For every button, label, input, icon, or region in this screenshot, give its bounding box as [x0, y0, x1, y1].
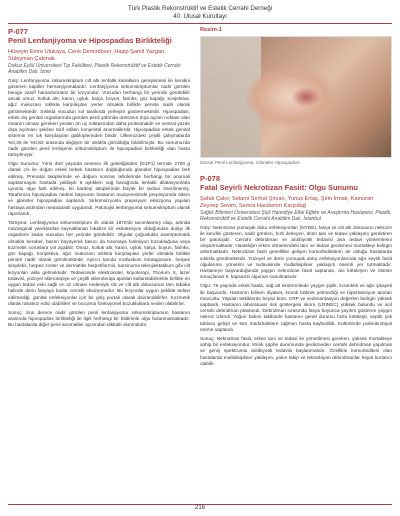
authors-p077: Hüseyin Emre Ulukaya, Cenk Demirdöver, Haşip Şamil Yazgan, Süleyman Çakmak: [8, 49, 166, 62]
figure-label: Resim-1: [200, 27, 222, 33]
page-number: 216: [194, 505, 205, 511]
paragraph-case-p078: Olgu: 76 yaşında erkek hasta, sağ alt ekstremitede yaygın şişlik, kızarıklık ve ağrı şikayeti ile başvurdu. Hastanın bilinen diyabet, kronik böbrek yetmezliği ve hipertansiyon tanıları mevcuttu. Yapılan tetkiklerde beyaz küre, CRP ve sedimantasyon değerleri belirgin yüksek saptandı. Hastanın laboratuvar risk göstergesi skoru (LRINEC) yüksek bulundu ve acil cerrahi debridman planlandı. Debridman sırasında fasya boyunca yayılım gösteren yaygın nekroz izlendi. Yoğun bakım takibinde hastanın genel durumu hızla kötüleşti, septik şok tablosu gelişti ve tüm müdahalelere rağmen hasta kaybedildi. Kültürlerde polimikrobiyal üreme saptandı.: [200, 284, 392, 333]
paragraph-intro-p077: Giriş: Lenfanjiyoma sirkumskriptum cilt altı lenfatik kanalların genişlemesi ile kendini gösteren kapiller hemanjiyomalardır. Lenfanjiyoma sirkumskriptumlar nadir görülen benign vasıfl hamartomatöz bir lezyondur. Vücudun herhangi bir yerinde görülebilir ancak omuz, koltuk altı, kanın, uyluk, kalça, boyun, farinks, göz kapağı, konjektiva, ağız mukozası sıklıkla karşılaşılan yerler olmakla birlikte penste nadir olarak görülmektedir. Sıklıkla vücudun sol tarafında yerleşim göstermektedir. Hipospadias, erkek dış genital organlarında görülen penil şaftında üretranın dışa açılım noktası olan meanın olması gereken yerden ön uç noktasından daha proksimalde ve ventral yüzde dışa açılması şekline tarif edilen konjenital anomalilerdir. Hipospadias erkek genital sistemin en sık karşılaşılan gabloplerinden biridir. Ülkemizdeki çeşitli çalışmalarda %0,39 ile %0,83 arasında değişen bir sıklıkla görüldüğü bildirilmiştir. Bu sunumuzda nadir görülen penil lenfojenin sirkumskriptum ile hipospadias birlikteliği olan hasta tartışılmıştır.: [8, 78, 190, 159]
paragraph-discussion-p077: Tartışma: Lenfanjiyoma sirkumskriptum ilk olarak 1878'de tanımlanmış olup, adında mazanginal yanıklardan kaynaklanan lokalize bir ekleatesyon olduğundan dolayı ilk organlerin kadar vücudun her yerinde görülebilir. Olgular çoğunlukla asemptomatik olmakla beraber, bazen büyüyerek basıcı da travmaya fonksiyon bozukluğuna veya kozmetik sorunlara yol açabilir. Omuz, koltuk altı, kanın, uyluk, kalça, boyun, farinks, göz kapağı, konjektiva, ağız mukozası sıklıkla karşılaşılan yerler olmakla birlikte penste nadir olarak görülmektedir. Ayırıcı tanıda molluskum kontagiosum, herpes simpleks, herpes zoster ve dermatitis herpetiformis, karsinoma telenjiektatikum gibi cilt lezyonları akla gelmektedir. Tedavisinde elektrokoter, kriyoterapi, Thorium X, lazer tedavisi, yüzeyel sklerotepiye ve çeşitli skleroterapi ajanları kullanılabilmekle birlikte en uygun tedavi eski sağlı en az olması nedeniyle cilt ve cilt altı dokusunun tam tabaka halinde derin fasyaya kadar cerrahi eksizyonudur. Bu lezyonlar uygun şekilde tedavi edilmediği, günlük enfeksiyonlar için bir giriş portalı olarak davranabilirler. Kozmetik olarak rahatsız edici olabilirler ve bozulma fonksiyonel bozukluklara neden olabilirler.: [8, 221, 190, 307]
affiliation-p078: Sağlık Bilimleri Üniversitesi Şişli Hamidiye Etfal Eğitim ve Araştırma Hastanesi, Plastik, Rekonstrüktif ve Estetik Cerrahi Anabilim Dalı, İstanbul: [200, 210, 392, 223]
paragraph-conclusion-p078: Sonuç: Nekrotizan fasiit, erken tanı ve tedavi ile yönetilmesi gereken, yüksek mortaliteye sahip bir enfeksiyondur. Klinik şüphe durumunda gecikmeden cerrahi debridman yapılmalı ve geniş spektrumlu antibiyotik tedavisi başlanmalıdır. Özellikle komorbiditesi olan hastalarda multidisipliner yaklaşım, yakın takip ve tekrarlayan debridmanlar hayat kurtarıcı olabilir.: [200, 337, 392, 367]
paragraph-case-p077: Olgu Sunumu: Yirmi dört yaşında annenin ilk gebeliğinden (G1P1) termde 2700 g olarak c/s ile doğan erkek bebek hastanın doğduğunda glanüler hipospadias fark edilmiş. Prenatal takiplerinde ve doğum sonrası telkilerinde herhangi bir anomali saptanmayan hastada yaklaşık 6 aylıkken sağ bacağında lenfatik dilatasyonlarla uyumlu olgu fark edilmiş. İki kardeşi takiplerinde büyük bir tedavi önerilmemiş. Tarafımıza hipospadias nedeni başvuran hastanın muayenesinde prepisyumda ödem ve glanüler hipospadias saptandı. Sirkümsizyonla prepisyum eksizyonu yapılan hastaya ardından meatoplasti uygulandı. Patolojisi lenfanjiyoma sirkumskriptum olarak raporlandı.: [8, 162, 190, 217]
clinical-photo: [200, 36, 392, 158]
affiliation-p077: Dokuz Eylül Üniversitesi Tıp Fakültesi, Plastik Rekonstrüktif ve Estetik Cerrahi Anabilim Dalı, İzmir: [8, 63, 181, 76]
authors-p078: Şafak Çakır, Selami Serhat Şirvan, Yunus Ertaş, Şirin İrmak, Kamuran Zeynep Sevim, Semra Hacıkerim Karşıdağ: [200, 196, 374, 209]
paragraph-conclusion-p077: Sonuç: Son derece nadir görülen penil lenfanjiyoma sirkumskriptumun hastanın arasında hipospadias birlikteliği ile ilgili herhangi bir bildirimle olgu bulunmamaktadır. Bu hastalarda diğer penil anomaliler açısından dikkatli olunmalıdır.: [8, 310, 190, 329]
abstract-id-p078: P-078: [200, 174, 221, 183]
left-column: [8, 27, 190, 501]
right-column: [200, 27, 392, 501]
figure-caption: Dorsal Penil Lenfanjiyoma, Glanüler Hipospadias: [200, 160, 300, 165]
header-congress: 40. Ulusal Kurultayı: [173, 13, 227, 20]
congress-header: [0, 5, 400, 21]
photo-glans-region: [291, 87, 321, 107]
abstract-title-p078: Fatal Seyirli Nekrotizan Fasiit: Olgu Sunumu: [200, 183, 358, 192]
paragraph-intro-p078: Giriş: Nekrotizan yumuşak doku enfeksiyonları (NYDE), fasya ve cilt altı dokusunu nekroze ile kendini gösteren, nadir görülen, hızlı ilerleyen, ölüm tanı ve tedavi yaklaşımı gerektiren bir patolojidir. Cerrahi debridman ve antibiyotik tedavisi ana tedavi yöntemlerini oluşturmaktadır. Hastalığın erken dönemindeki tanı ve tedavi gecikmesi mortaliteyi belirgin arttırmaktadır. Nekrotizan fasiit genellikle gelişen komorbiditelerin de olduğu hastalarda sıklıkla görülmektedir. Yüzeyel ve derin yumuşak doku enfeksiyonlarında ağır seyirli fasiit olgularının yönetimi ve tedavisinde multidisipliner yaklaşım önemli yer tutmaktadır. Hastaneye başvurduğunda yaygın nekrotizan fasiit saptanan, ani kötüleşen ve ölümle sonuçlanan 6. kapsamlı olgunun sunulmasıdır.: [200, 225, 392, 281]
header-rule: [8, 23, 392, 24]
header-society: Türk Plastik Rekonstrüktif ve Estetik Cerrahi Derneği: [127, 5, 273, 12]
abstract-id-p077: P-077: [8, 27, 29, 36]
abstract-title-p077: Penil Lenfanjiyoma ve Hipospadias Birlikteliği: [8, 36, 172, 45]
